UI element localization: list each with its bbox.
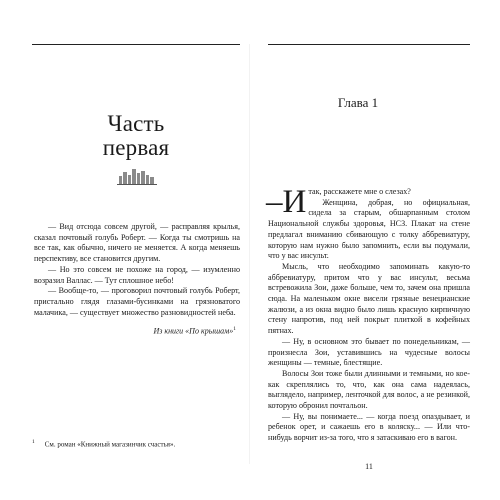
part-title-line-1: Часть [107, 111, 165, 136]
body-paragraph: Женщина, добрая, но официальная, сидела за старым, обшарпанным столом Национальной службы здоровья, НСЗ. Плакат на стене предлагал вниманию сбивающую с толку аббревиатуру, которую нам нужно было запомнить, если вы подумали, что у вас инсульт. [268, 197, 470, 261]
epigraph-paragraph: — Но это совсем не похоже на город, — изумленно возразил Валлас. — Тут сплошное небо! [34, 264, 240, 285]
footnote-text: См. роман «Книжный магазинчик счастья». [44, 440, 176, 449]
top-rule [268, 44, 470, 45]
epigraph [34, 222, 240, 318]
body-paragraph: — Ну, вы понимаете... — когда поезд опаздывает, и ребенок орет, и сажаешь его в коляску... — Или что-нибудь ворчит из-за того, что я затаскиваю его в вагон. [268, 411, 470, 443]
body-paragraph: Мысль, что необходимо запоминать какую-то аббревиатуру, притом что у вас инсульт, весьма встревожила Зои, даже больше, чем то, зачем она пришла сюда. На маленьком окне висели грязные венецианские жалюзи, а из окна видно было лишь красную кирпичную стену напротив, под ней покрыт плиткой в кофейных пятнах. [268, 261, 470, 336]
drop-cap: –И [266, 184, 307, 220]
top-rule [32, 44, 240, 45]
city-skyline-ornament [117, 167, 157, 185]
epigraph-paragraph: — Вообще-то, — проговорил почтовый голубь Роберт, пристально глядя глазами-бусинками на грязноватого малачика, — существует множество разновидностей неба. [34, 286, 240, 317]
page-number: 11 [365, 462, 373, 471]
body-paragraph-text: так, расскажете мне о слезах? [308, 187, 411, 196]
footnote-number: 1 [32, 439, 35, 445]
part-title-line-2: первая [102, 135, 170, 160]
footnote-marker: 1 [233, 326, 236, 332]
body-paragraph [266, 184, 470, 220]
epigraph-source-text: Из книги «По крышам» [153, 326, 234, 336]
epigraph-paragraph: — Вид отсюда совсем другой, — расправляя крылья, сказал почтовый голубь Роберт. — Когда ты смотришь на все так, как обычно, ничего не меняется. А когда меняешь перспективу, все становится другим. [34, 222, 240, 264]
epigraph-source [32, 326, 236, 336]
chapter-title: Глава 1 [337, 95, 379, 110]
right-page [266, 44, 470, 471]
body-paragraph: — Ну, в основном это бывает по понедельникам, — произнесла Зои, уставившись на чудесные волосы женщины — темные, блестящие. [268, 336, 470, 368]
body-paragraph: Волосы Зои тоже были длинными и темными, но кое-как скреплялись то, что, как она сама надеялась, выглядело, например, ленточкой для волос, а не резинкой, которую обронил почтальон. [268, 368, 470, 411]
left-page [32, 44, 240, 464]
footnote [32, 438, 240, 449]
gutter [249, 44, 250, 464]
part-title [32, 112, 240, 160]
chapter-body [266, 184, 470, 444]
